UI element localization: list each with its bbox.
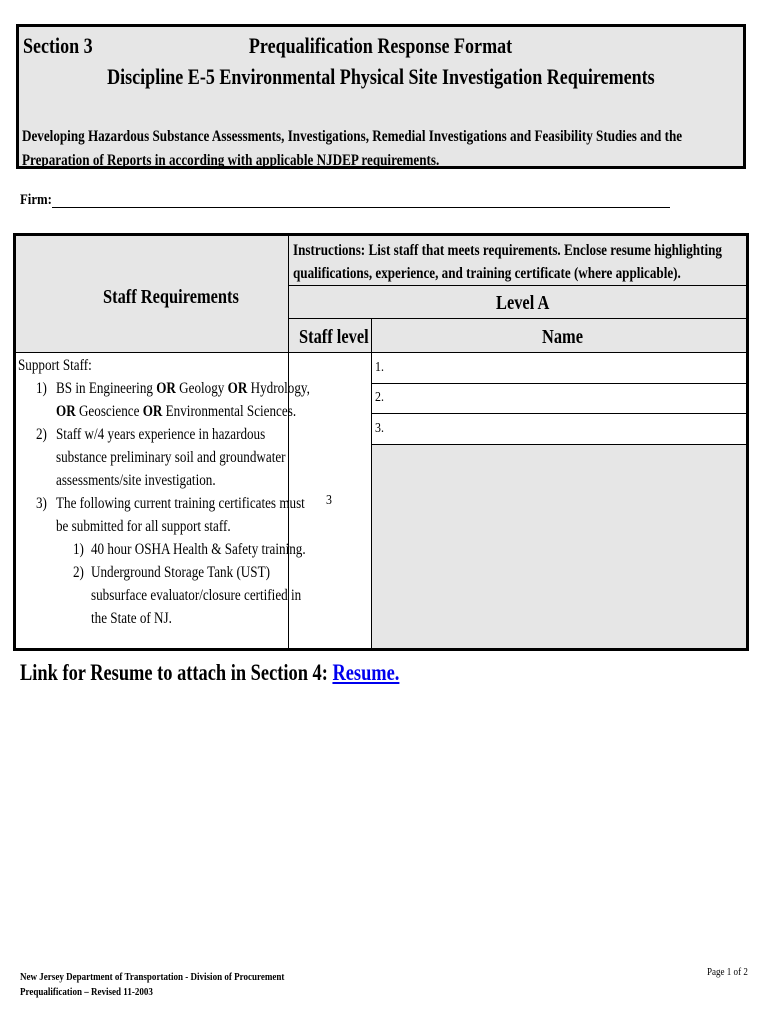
page-subtitle-text: Discipline E-5 Environmental Physical Site Investigation Requirements: [107, 64, 655, 89]
sub-requirement-2-line-3: the State of NJ.: [91, 610, 172, 627]
sub-requirement-2-line-2: subsurface evaluator/closure certified in: [91, 587, 302, 604]
section-label: Section 3: [23, 33, 93, 58]
staff-level-value: 3: [326, 493, 332, 508]
list-item-number: 2): [36, 426, 47, 443]
level-heading: Level A: [496, 292, 550, 314]
unused-area: [372, 444, 746, 648]
list-item-number: 1): [36, 380, 47, 397]
page-title-text: Prequalification Response Format: [249, 33, 513, 58]
requirement-2-line-3: assessments/site investigation.: [56, 472, 216, 489]
list-item-number: 3): [36, 495, 47, 512]
sub-requirement-2-line-1: Underground Storage Tank (UST): [91, 564, 270, 581]
footer-line-1: New Jersey Department of Transportation - Division of Procurement: [20, 971, 285, 983]
firm-label: Firm:: [20, 192, 52, 208]
name-row-1[interactable]: 1.: [375, 360, 384, 375]
header-description: Developing Hazardous Substance Assessments, Investigations, Remedial Investigations and Feasibility Studies and the Preparation of Reports in according with applicable NJDEP requirements.: [22, 128, 683, 169]
divider: [371, 319, 372, 648]
divider: [288, 285, 746, 286]
page-number: Page 1 of 2: [707, 966, 748, 978]
requirement-2-line-1: Staff w/4 years experience in hazardous: [56, 426, 266, 443]
page-title: [19, 33, 743, 59]
resume-link-row: [20, 660, 399, 686]
instructions-text: Instructions: List staff that meets requirements. Enclose resume highlighting qualifications, experience, and training certificate (where applicable).: [293, 242, 722, 282]
name-row-3[interactable]: 3.: [375, 421, 384, 436]
name-row-2[interactable]: 2.: [375, 390, 384, 405]
name-heading: Name: [542, 326, 583, 348]
staff-requirements-heading: Staff Requirements: [103, 286, 239, 308]
page-subtitle: [19, 64, 743, 90]
list-item-number: 2): [73, 564, 84, 581]
divider: [16, 352, 746, 353]
staff-level-heading: Staff level: [299, 326, 369, 348]
divider: [288, 318, 746, 319]
sub-requirement-1: 40 hour OSHA Health & Safety training.: [91, 541, 306, 558]
resume-link[interactable]: Resume.: [332, 660, 400, 685]
staff-table: [13, 233, 749, 651]
header-box: [16, 24, 746, 169]
footer: [20, 970, 284, 1000]
requirement-1-line-2: OR Geoscience OR Environmental Sciences.: [56, 403, 297, 420]
resume-link-prefix: Link for Resume to attach in Section 4:: [20, 660, 328, 685]
firm-field[interactable]: [52, 207, 670, 208]
divider: [371, 383, 746, 384]
divider: [371, 413, 746, 414]
requirement-2-line-2: substance preliminary soil and groundwater: [56, 449, 286, 466]
divider: [371, 444, 746, 445]
footer-line-2: Prequalification – Revised 11-2003: [20, 986, 153, 998]
requirement-1-line-1: BS in Engineering OR Geology OR Hydrology,: [56, 380, 310, 397]
list-item-number: 1): [73, 541, 84, 558]
support-staff-label: Support Staff:: [18, 357, 92, 374]
requirement-3-line-2: be submitted for all support staff.: [56, 518, 231, 535]
requirement-3-line-1: The following current training certificates must: [56, 495, 305, 512]
